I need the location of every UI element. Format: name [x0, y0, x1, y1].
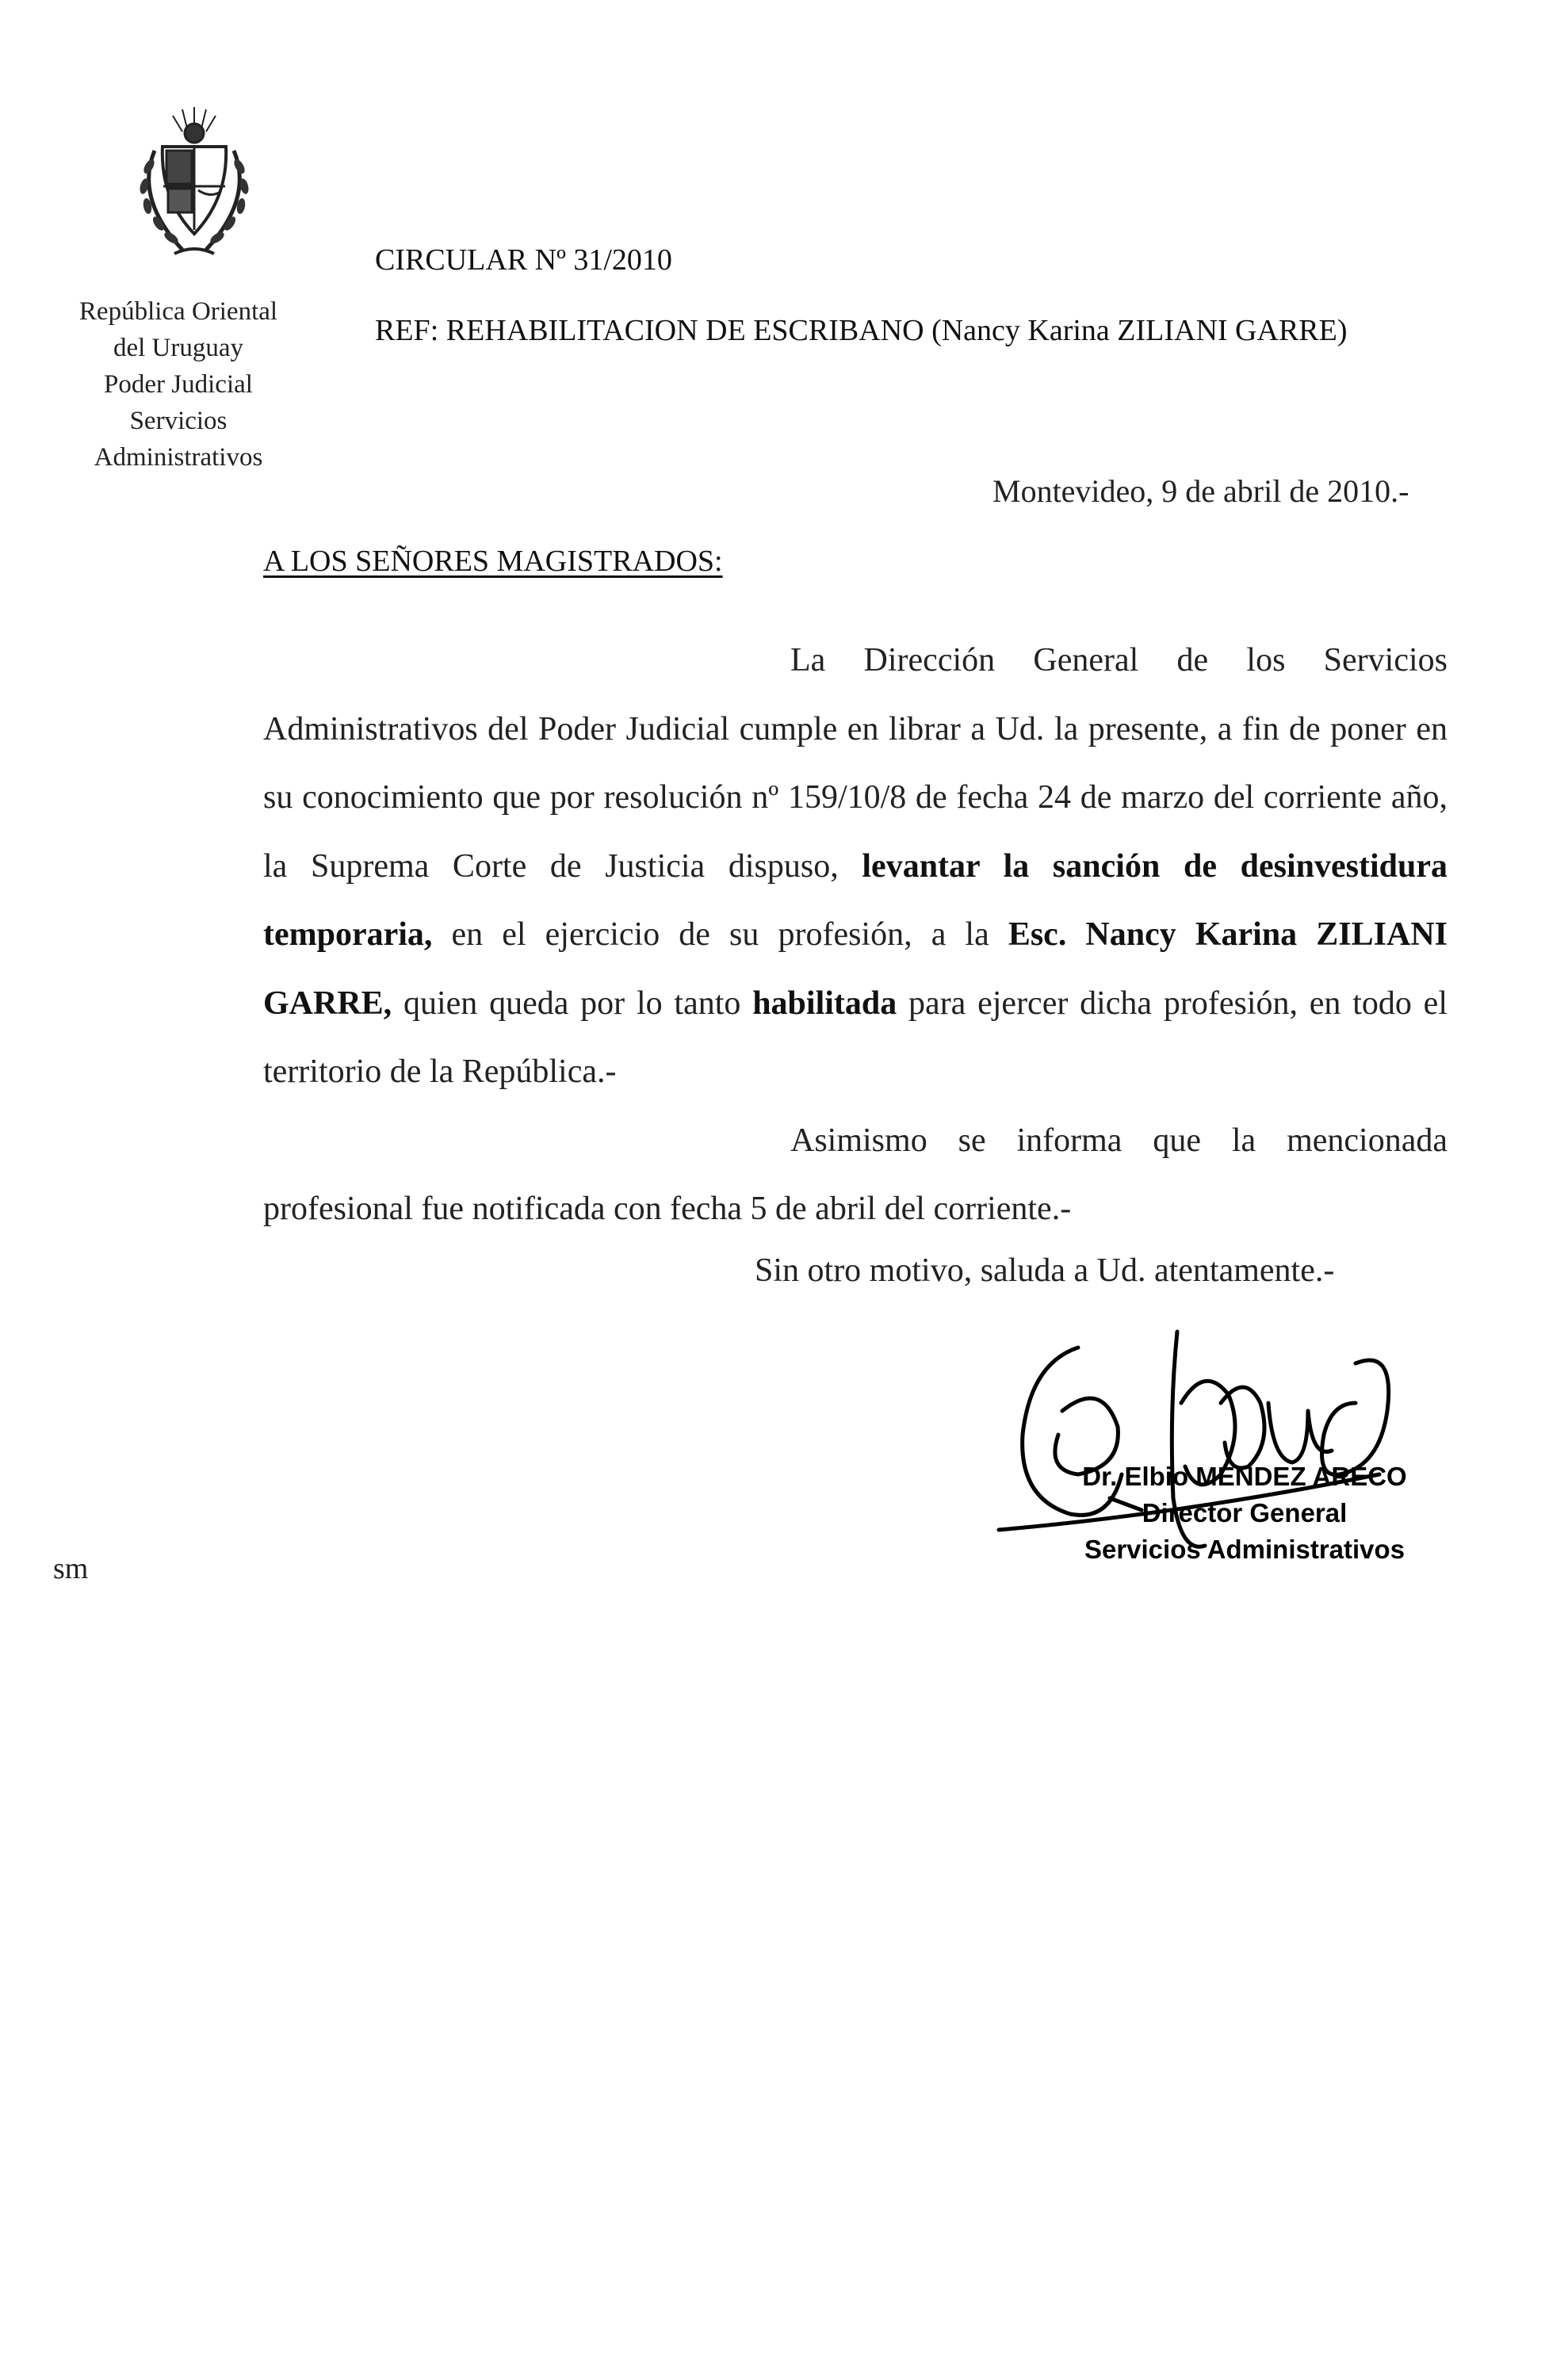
institution-line: Poder Judicial	[104, 370, 253, 399]
institution-line: Administrativos	[94, 443, 263, 472]
text-segment: La Dirección General de los Servicios Administrativos del Poder Judicial cumple en librar a Ud. la presente, a fin de poner en su conocimiento que por resolución nº 159/10/8 de fecha 24 de marzo del corriente año, la Suprema Corte de Justicia dispuso,	[263, 642, 1448, 885]
letter-body	[263, 626, 1448, 1244]
text-segment: para ejercer dicha profesión, en todo el territorio de la República.-	[263, 984, 1448, 1090]
institution-line: República Oriental	[78, 297, 278, 326]
reference-line: REF: REHABILITACION DE ESCRIBANO (Nancy Karina ZILIANI GARRE)	[375, 314, 1348, 347]
coat-of-arms-icon	[119, 103, 270, 270]
institution-line: del Uruguay	[113, 334, 244, 362]
signature-block	[1023, 1459, 1467, 1568]
institution-name	[40, 293, 317, 476]
signer-office: Servicios Administrativos	[1084, 1535, 1405, 1564]
text-segment: quien queda por lo tanto	[392, 984, 753, 1022]
closing-line: Sin otro motivo, saluda a Ud. atentamente.-	[755, 1252, 1335, 1289]
addressee: A LOS SEÑORES MAGISTRADOS:	[263, 545, 723, 578]
paragraph-main	[263, 626, 1448, 1107]
bold-habilitada: habilitada	[752, 984, 897, 1022]
bold-notary-name: Esc. Nancy Karina ZILIANI GARRE,	[263, 916, 1448, 1022]
circular-number: CIRCULAR Nº 31/2010	[375, 243, 672, 277]
signer-name: Dr. Elbio MENDEZ ARECO	[1082, 1462, 1407, 1491]
paragraph-notification: Asimismo se informa que la mencionada profesional fue notificada con fecha 5 de abril del corriente.-	[263, 1122, 1448, 1227]
signer-title: Director General	[1142, 1498, 1348, 1527]
text-segment: en el ejercicio de su profesión, a la	[432, 916, 1008, 953]
date-line: Montevideo, 9 de abril de 2010.-	[992, 473, 1409, 509]
typist-initials: sm	[53, 1552, 89, 1585]
bold-sanction: levantar la sanción de desinvestidura temporaria,	[263, 847, 1448, 953]
institution-line: Servicios	[129, 407, 228, 435]
